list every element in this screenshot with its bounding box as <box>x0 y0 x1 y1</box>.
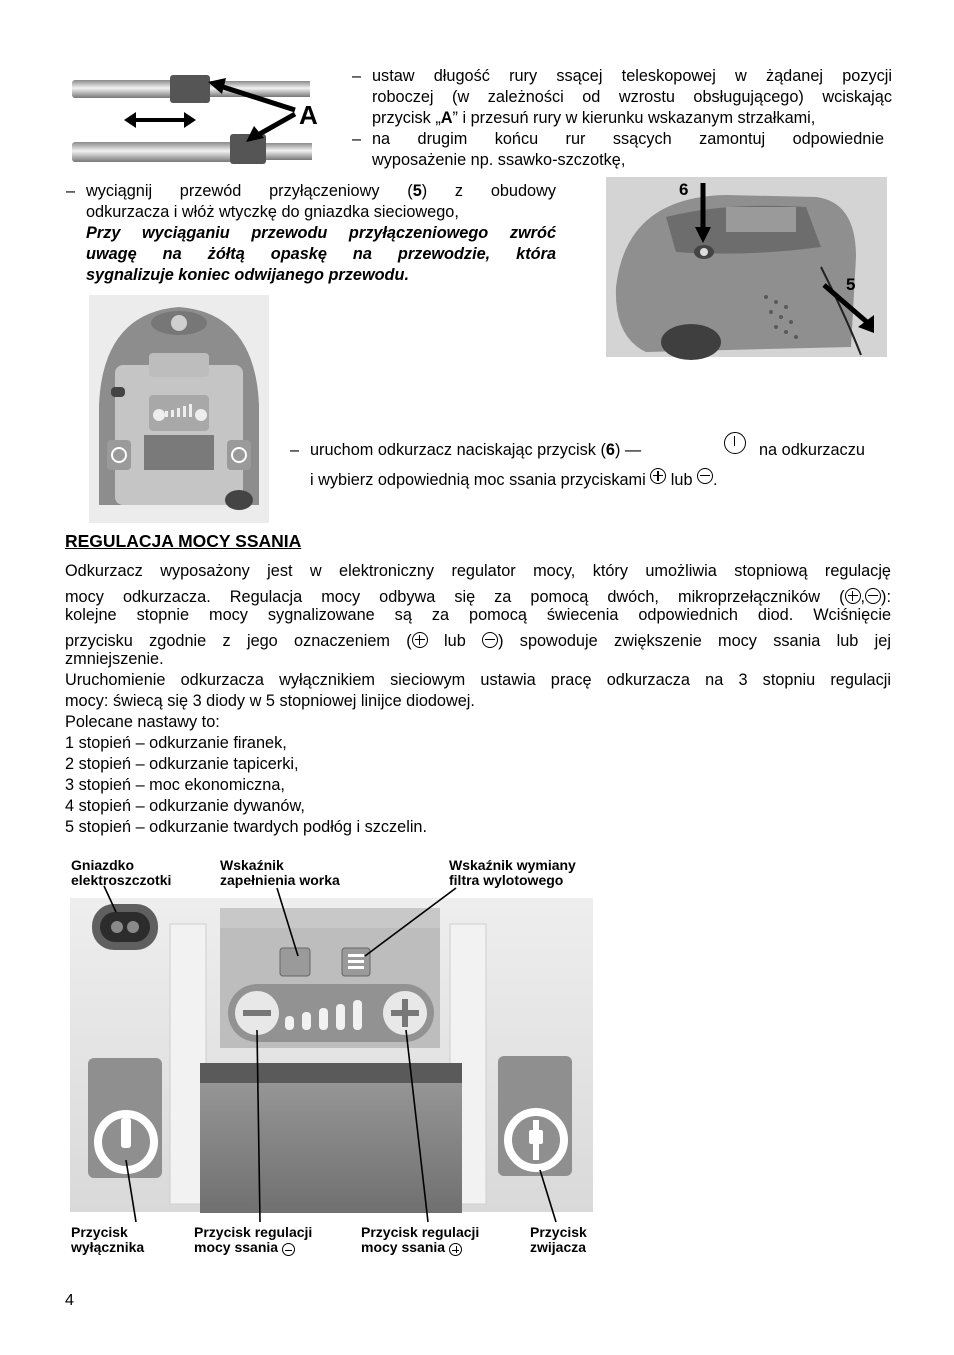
step1-line3: przycisk „A” i przesuń rury w kierunku wskazanym strzałkami, <box>372 109 816 127</box>
section-line-1: Odkurzacz wyposażony jest w elektroniczny regulator mocy, który umożliwia stopniową regulację <box>65 562 891 580</box>
setting-item: 3 stopień – moc ekonomiczna, <box>65 776 285 794</box>
step2-text: – wyciągnij przewód przyłączeniowy (5) z obudowy odkurzacza i włóż wtyczkę do gniazdka sieciowego, Przy wyciąganiu przewodu przyłączeniowego zwróć uwagę na żółtą opaskę na przewodzie, która sygnalizuje koniec odwijanego przewodu. <box>66 182 556 284</box>
section-line-4: przycisku zgodnie z jego oznaczeniem ( lub ) spowoduje zwiększenie mocy ssania lub jej <box>65 632 891 650</box>
step3-text: – uruchom odkurzacz naciskając przycisk (6) — na odkurzaczu i wybierz odpowiednią moc ssania przyciskami lub . <box>290 433 890 491</box>
setting-item: 4 stopień – odkurzanie dywanów, <box>65 797 305 815</box>
step2-line1: wyciągnij przewód przyłączeniowy (5) z obudowy <box>86 182 556 200</box>
label-electrobrush-socket: Gniazdko elektroszczotki <box>71 857 172 888</box>
section-line-6: Uruchomienie odkurzacza wyłącznikiem sieciowym ustawia pracę odkurzacza na 3 stopniu regulacji <box>65 671 891 689</box>
section-line-2: mocy odkurzacza. Regulacja mocy odbywa się za pomocą dwóch, mikroprzełączników ( , ): <box>65 588 891 606</box>
section-line-8: Polecane nastawy to: <box>65 713 220 731</box>
label-power-plus-button: Przycisk regulacji mocy ssania <box>361 1224 480 1255</box>
section-line-5: zmniejszenie. <box>65 650 164 668</box>
section-line-3: kolejne stopnie mocy sygnalizowane są za pomocą świecenia odpowiednich diod. Wciśnięcie <box>65 606 891 624</box>
label-power-minus-button: Przycisk regulacji mocy ssania <box>194 1224 313 1255</box>
page-number: 4 <box>65 1292 74 1309</box>
step3-line2: i wybierz odpowiednią moc ssania przyciskami lub . <box>310 461 890 491</box>
step1-line4: na drugim końcu rur ssących zamontuj odpowiednie <box>372 130 884 148</box>
step2-warning-2: uwagę na żółtą opaskę na przewodzie, która <box>86 245 556 263</box>
step2-warning-3: sygnalizuje koniec odwijanego przewodu. <box>86 266 409 284</box>
label-power-button: Przycisk wyłącznika <box>71 1224 145 1255</box>
section-line-7: mocy: świecą się 3 diody w 5 stopniowej linijce diodowej. <box>65 692 475 710</box>
step3-line1: uruchom odkurzacz naciskając przycisk (6) — na odkurzaczu <box>310 433 890 461</box>
arrow-label-6: 6 <box>679 180 689 199</box>
step1-line5: wyposażenie np. ssawko-szczotkę, <box>372 151 626 169</box>
label-cord-rewind-button: Przycisk zwijacza <box>530 1224 587 1255</box>
setting-item: 2 stopień – odkurzanie tapicerki, <box>65 755 299 773</box>
step1-line1: ustaw długość rury ssącej teleskopowej w żądanej pozycji <box>372 67 892 85</box>
step2-warning-1: Przy wyciąganiu przewodu przyłączeniowego zwróć <box>86 224 556 242</box>
step2-line2: odkurzacza i włóż wtyczkę do gniazdka sieciowego, <box>86 203 459 221</box>
plus-symbol-icon <box>449 1243 462 1256</box>
step1-text: – ustaw długość rury ssącej teleskopowej w żądanej pozycji roboczej (w zależności od wzrostu obsługującego) wciskając przycisk „A” i przesuń rury w kierunku wskazanym strzałkami, – na drugim końcu rur ssących zamontuj odpowiednie wyposażenie np. ssawko-szczotkę, <box>352 67 892 169</box>
setting-item: 5 stopień – odkurzanie twardych podłóg i szczelin. <box>65 818 428 836</box>
section-heading: REGULACJA MOCY SSANIA <box>65 531 302 551</box>
setting-item: 1 stopień – odkurzanie firanek, <box>65 734 287 752</box>
arrow-label-a: A <box>299 100 318 130</box>
arrow-label-5: 5 <box>846 275 856 294</box>
minus-symbol-icon <box>282 1243 295 1256</box>
label-filter-indicator: Wskaźnik wymiany filtra wylotowego <box>449 857 576 888</box>
label-bag-indicator: Wskaźnik zapełnienia worka <box>220 857 340 888</box>
step1-line2: roboczej (w zależności od wzrostu obsługującego) wciskając <box>372 88 892 106</box>
